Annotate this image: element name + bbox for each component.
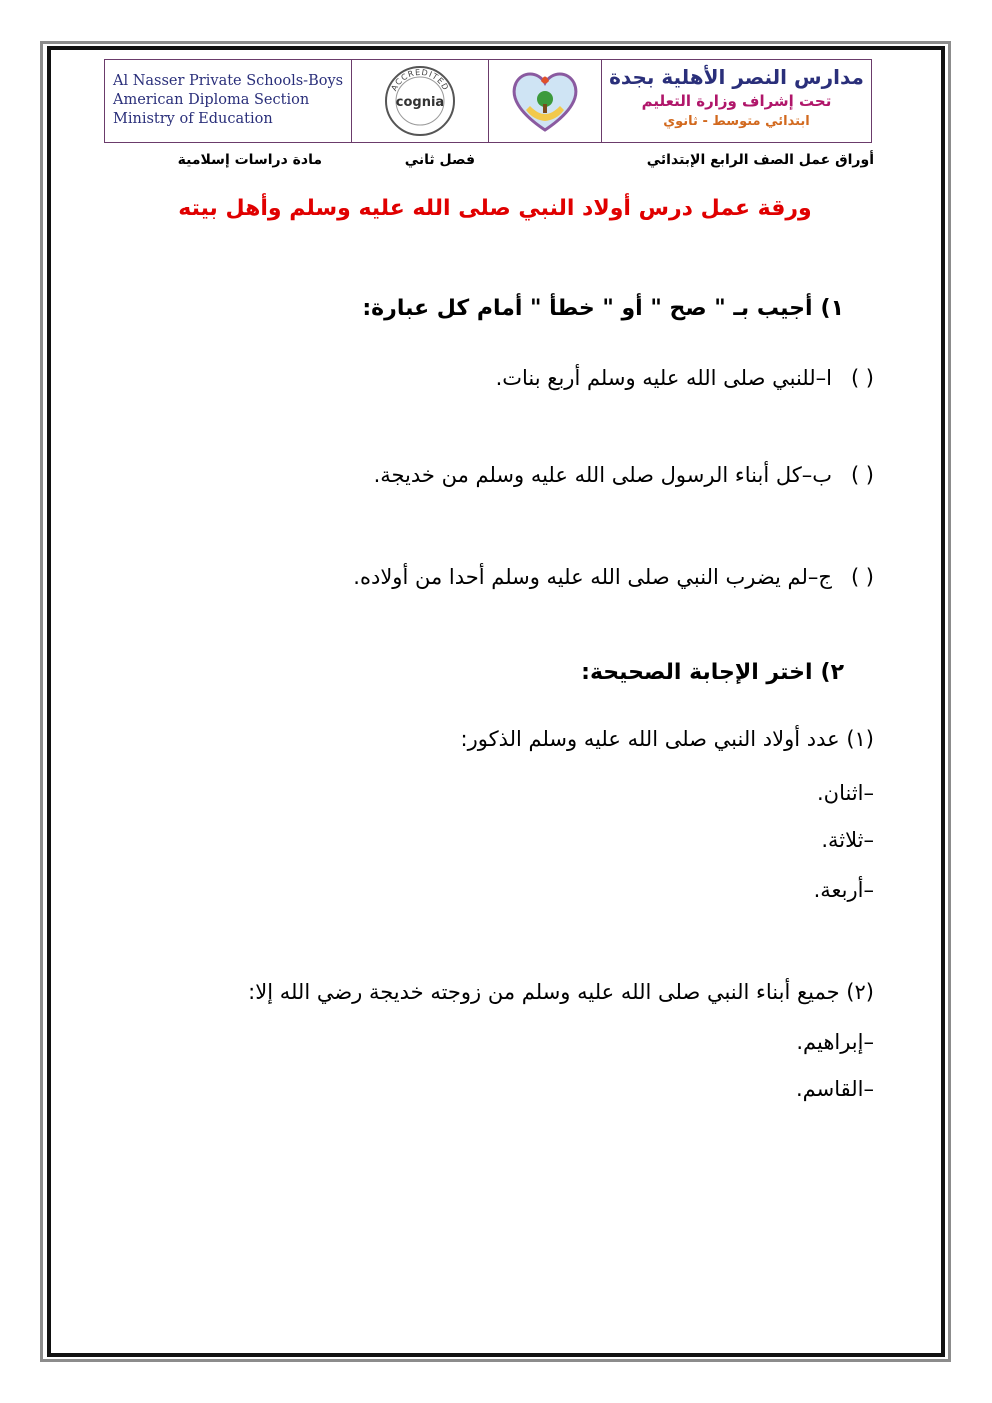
header-en-line1: Al Nasser Private Schools-Boys: [113, 73, 344, 89]
mcq-1-option: –ثلاثة.: [821, 828, 874, 852]
header-en-line3: Ministry of Education: [113, 111, 273, 127]
statement-text: ب–كل أبناء الرسول صلى الله عليه وسلم من خديجة.: [373, 463, 832, 487]
header-en-line2: American Diploma Section: [113, 92, 310, 108]
question-2-heading: [581, 660, 844, 685]
answer-blank: ( ): [850, 565, 874, 589]
cognia-seal: [352, 60, 489, 142]
header-ar-line2: تحت إشراف وزارة التعليم: [641, 92, 832, 110]
mcq-1-option: –أربعة.: [813, 878, 874, 902]
header-ar-line1: مدارس النصر الأهلية بجدة: [609, 65, 864, 89]
worksheet-title: ورقة عمل درس أولاد النبي صلى الله عليه وسلم وأهل بيته: [178, 196, 812, 221]
question-2-text: اختر الإجابة الصحيحة:: [581, 660, 813, 685]
question-2-number: ٢): [820, 660, 844, 685]
question-1-heading: [362, 296, 844, 321]
header-arabic-block: [602, 60, 871, 142]
mcq-2-option: –إبراهيم.: [796, 1030, 874, 1054]
true-false-item-b: [374, 463, 874, 487]
statement-text: ا–للنبي صلى الله عليه وسلم أربع بنات.: [495, 366, 832, 390]
question-1-number: ١): [820, 296, 844, 321]
page-inner-border: [47, 46, 945, 1357]
svg-text:ACCREDITED: [389, 68, 450, 93]
subject-label: مادة دراسات إسلامية: [177, 152, 322, 168]
school-header: [104, 59, 872, 143]
question-1-text: أجيب بـ " صح " أو " خطأ " أمام كل عبارة:: [362, 296, 813, 321]
cognia-arc-text: ACCREDITED: [389, 67, 451, 93]
cognia-seal-icon: [380, 61, 460, 141]
header-english-block: [105, 60, 352, 142]
answer-blank: ( ): [850, 366, 874, 390]
term-label: فصل ثاني: [404, 152, 475, 168]
mcq-1-stem: (١) عدد أولاد النبي صلى الله عليه وسلم الذكور:: [460, 727, 874, 751]
statement-text: ج–لم يضرب النبي صلى الله عليه وسلم أحدا من أولاده.: [353, 565, 832, 589]
answer-blank: ( ): [850, 463, 874, 487]
heart-hands-logo-icon: [508, 66, 582, 136]
mcq-1-option: –اثنان.: [816, 781, 874, 805]
mcq-2-stem: (٢) جميع أبناء النبي صلى الله عليه وسلم من زوجته خديجة رضي الله إلا:: [248, 980, 874, 1004]
true-false-item-c: [353, 565, 874, 589]
mcq-2-option: –القاسم.: [795, 1077, 874, 1101]
grade-label: أوراق عمل الصف الرابع الإبتدائي: [646, 152, 874, 168]
cognia-word: cognia: [395, 95, 445, 110]
true-false-item-a: [496, 366, 874, 390]
header-ar-line3: ابتدائي متوسط - ثانوي: [663, 114, 810, 129]
school-logo: [489, 60, 602, 142]
